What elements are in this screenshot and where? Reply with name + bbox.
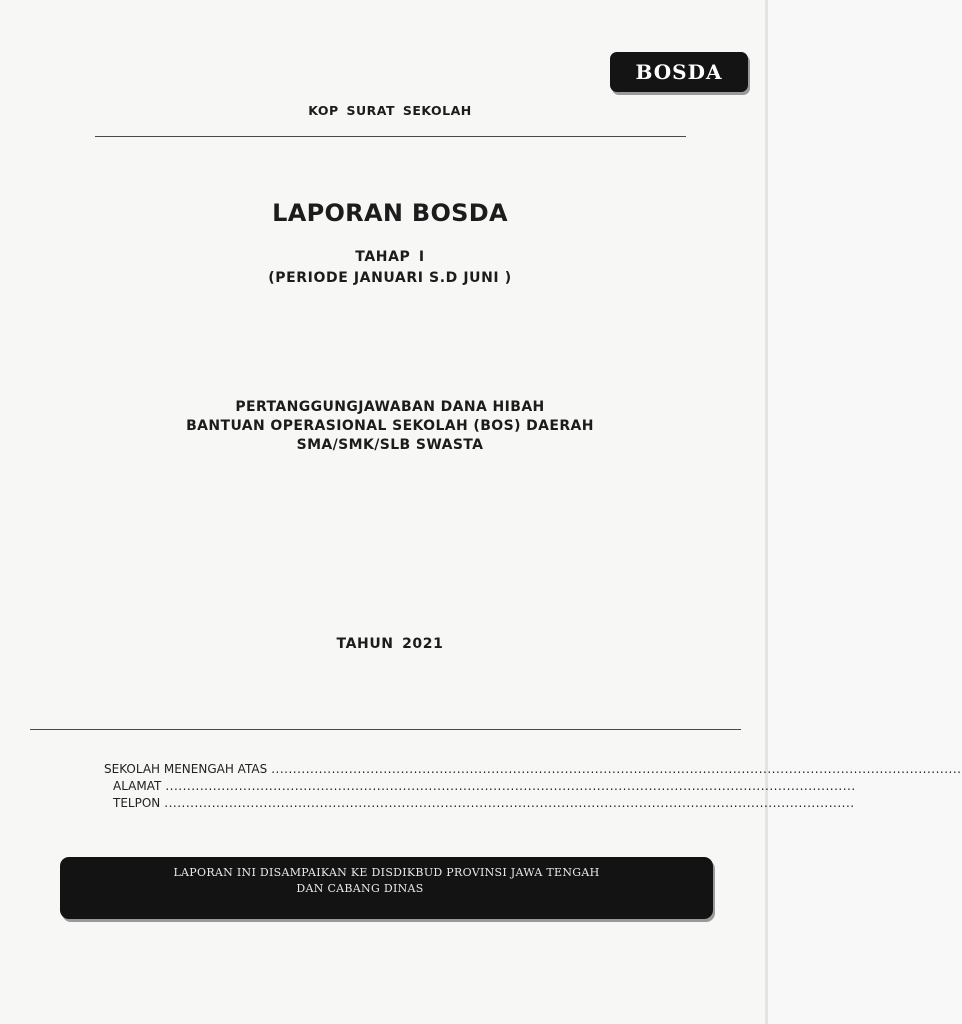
notice-line-2: DAN CABANG DINAS <box>296 882 424 895</box>
purpose-line-3: SMA/SMK/SLB SWASTA <box>296 437 484 453</box>
school-name-field <box>104 762 962 779</box>
report-period: (PERIODE JANUARI S.D JUNI ) <box>268 270 512 286</box>
report-year: TAHUN 2021 <box>336 636 444 652</box>
address-label: ALAMAT <box>113 779 162 793</box>
report-title: LAPORAN BOSDA <box>272 199 508 227</box>
letterhead-placeholder: KOP SURAT SEKOLAH <box>308 103 472 118</box>
bosda-badge: BOSDA <box>610 52 748 92</box>
purpose-line-2: BANTUAN OPERASIONAL SEKOLAH (BOS) DAERAH <box>186 418 594 434</box>
purpose-line-1: PERTANGGUNGJAWABAN DANA HIBAH <box>235 399 545 415</box>
address-field <box>104 779 856 796</box>
report-stage: TAHAP I <box>355 249 425 265</box>
phone-field <box>104 796 855 813</box>
page-edge-shadow <box>765 0 768 1024</box>
report-purpose <box>0 398 780 455</box>
school-name-label: SEKOLAH MENENGAH ATAS <box>104 762 268 776</box>
phone-dots: ................................................................................................................................................................ <box>164 796 855 810</box>
letterhead-divider <box>95 136 686 137</box>
footer-divider <box>30 729 741 730</box>
school-info-fields <box>104 762 962 813</box>
address-dots: ................................................................................................................................................................ <box>165 779 856 793</box>
notice-line-1: LAPORAN INI DISAMPAIKAN KE DISDIKBUD PROVINSI JAWA TENGAH <box>173 866 600 879</box>
phone-label: TELPON <box>113 796 161 810</box>
submission-notice-box <box>60 857 713 919</box>
school-name-dots: ................................................................................................................................................................ <box>271 762 962 776</box>
